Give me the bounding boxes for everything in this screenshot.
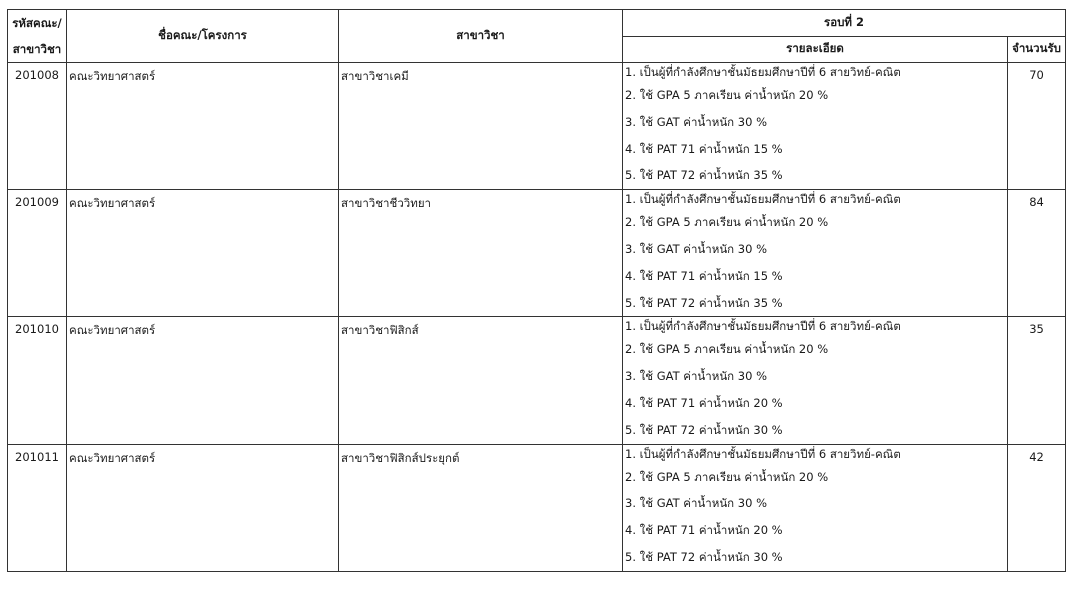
detail-line: 4. ใช้ PAT 71 ค่าน้ำหนัก 15 % xyxy=(625,141,783,156)
header-code-line1: รหัสคณะ/ xyxy=(12,16,62,30)
row-count: 35 xyxy=(1008,317,1066,444)
row-details xyxy=(623,317,1008,444)
table-row xyxy=(8,444,1066,571)
detail-line: 5. ใช้ PAT 72 ค่าน้ำหนัก 35 % xyxy=(625,295,783,310)
detail-line: 3. ใช้ GAT ค่าน้ำหนัก 30 % xyxy=(625,496,768,511)
detail-line: 4. ใช้ PAT 71 ค่าน้ำหนัก 20 % xyxy=(625,523,783,538)
row-branch: สาขาวิชาเคมี xyxy=(339,63,623,190)
detail-line: 3. ใช้ GAT ค่าน้ำหนัก 30 % xyxy=(625,369,768,384)
detail-line: 5. ใช้ PAT 72 ค่าน้ำหนัก 35 % xyxy=(625,168,783,183)
row-faculty: คณะวิทยาศาสตร์ xyxy=(67,190,339,317)
table-row xyxy=(8,63,1066,190)
detail-line: 3. ใช้ GAT ค่าน้ำหนัก 30 % xyxy=(625,241,768,256)
row-branch: สาขาวิชาฟิสิกส์ xyxy=(339,317,623,444)
header-code-line2: สาขาวิชา xyxy=(12,42,62,56)
row-branch: สาขาวิชาฟิสิกส์ประยุกต์ xyxy=(339,444,623,571)
detail-line: 5. ใช้ PAT 72 ค่าน้ำหนัก 30 % xyxy=(625,549,783,564)
row-faculty: คณะวิทยาศาสตร์ xyxy=(67,444,339,571)
admission-table xyxy=(7,9,1066,572)
detail-line: 1. เป็นผู้ที่กำลังศึกษาชั้นมัธยมศึกษาปีที่ 6 สายวิทย์-คณิต xyxy=(625,192,901,207)
detail-line: 2. ใช้ GPA 5 ภาคเรียน ค่าน้ำหนัก 20 % xyxy=(625,469,829,484)
header-round: รอบที่ 2 xyxy=(623,10,1066,37)
table-row xyxy=(8,317,1066,444)
detail-line: 1. เป็นผู้ที่กำลังศึกษาชั้นมัธยมศึกษาปีที่ 6 สายวิทย์-คณิต xyxy=(625,65,901,79)
row-count: 70 xyxy=(1008,63,1066,190)
detail-line: 4. ใช้ PAT 71 ค่าน้ำหนัก 15 % xyxy=(625,268,783,283)
row-branch: สาขาวิชาชีววิทยา xyxy=(339,190,623,317)
row-faculty: คณะวิทยาศาสตร์ xyxy=(67,63,339,190)
table-body xyxy=(8,63,1066,572)
row-code: 201008 xyxy=(8,63,67,190)
header-code xyxy=(8,10,67,63)
detail-line: 1. เป็นผู้ที่กำลังศึกษาชั้นมัธยมศึกษาปีที่ 6 สายวิทย์-คณิต xyxy=(625,319,901,334)
detail-line: 2. ใช้ GPA 5 ภาคเรียน ค่าน้ำหนัก 20 % xyxy=(625,342,829,357)
row-code: 201010 xyxy=(8,317,67,444)
row-code: 201011 xyxy=(8,444,67,571)
row-details xyxy=(623,444,1008,571)
detail-line: 5. ใช้ PAT 72 ค่าน้ำหนัก 30 % xyxy=(625,422,783,437)
detail-line: 1. เป็นผู้ที่กำลังศึกษาชั้นมัธยมศึกษาปีที่ 6 สายวิทย์-คณิต xyxy=(625,446,901,461)
row-details xyxy=(623,63,1008,190)
row-count: 84 xyxy=(1008,190,1066,317)
detail-line: 4. ใช้ PAT 71 ค่าน้ำหนัก 20 % xyxy=(625,395,783,410)
row-faculty: คณะวิทยาศาสตร์ xyxy=(67,317,339,444)
detail-line: 2. ใช้ GPA 5 ภาคเรียน ค่าน้ำหนัก 20 % xyxy=(625,88,829,102)
header-faculty: ชื่อคณะ/โครงการ xyxy=(67,10,339,63)
detail-line: 2. ใช้ GPA 5 ภาคเรียน ค่าน้ำหนัก 20 % xyxy=(625,215,829,230)
table-row xyxy=(8,190,1066,317)
header-detail: รายละเอียด xyxy=(623,36,1008,63)
header-branch: สาขาวิชา xyxy=(339,10,623,63)
row-details xyxy=(623,190,1008,317)
row-code: 201009 xyxy=(8,190,67,317)
header-count: จำนวนรับ xyxy=(1008,36,1066,63)
detail-line: 3. ใช้ GAT ค่าน้ำหนัก 30 % xyxy=(625,114,768,129)
row-count: 42 xyxy=(1008,444,1066,571)
